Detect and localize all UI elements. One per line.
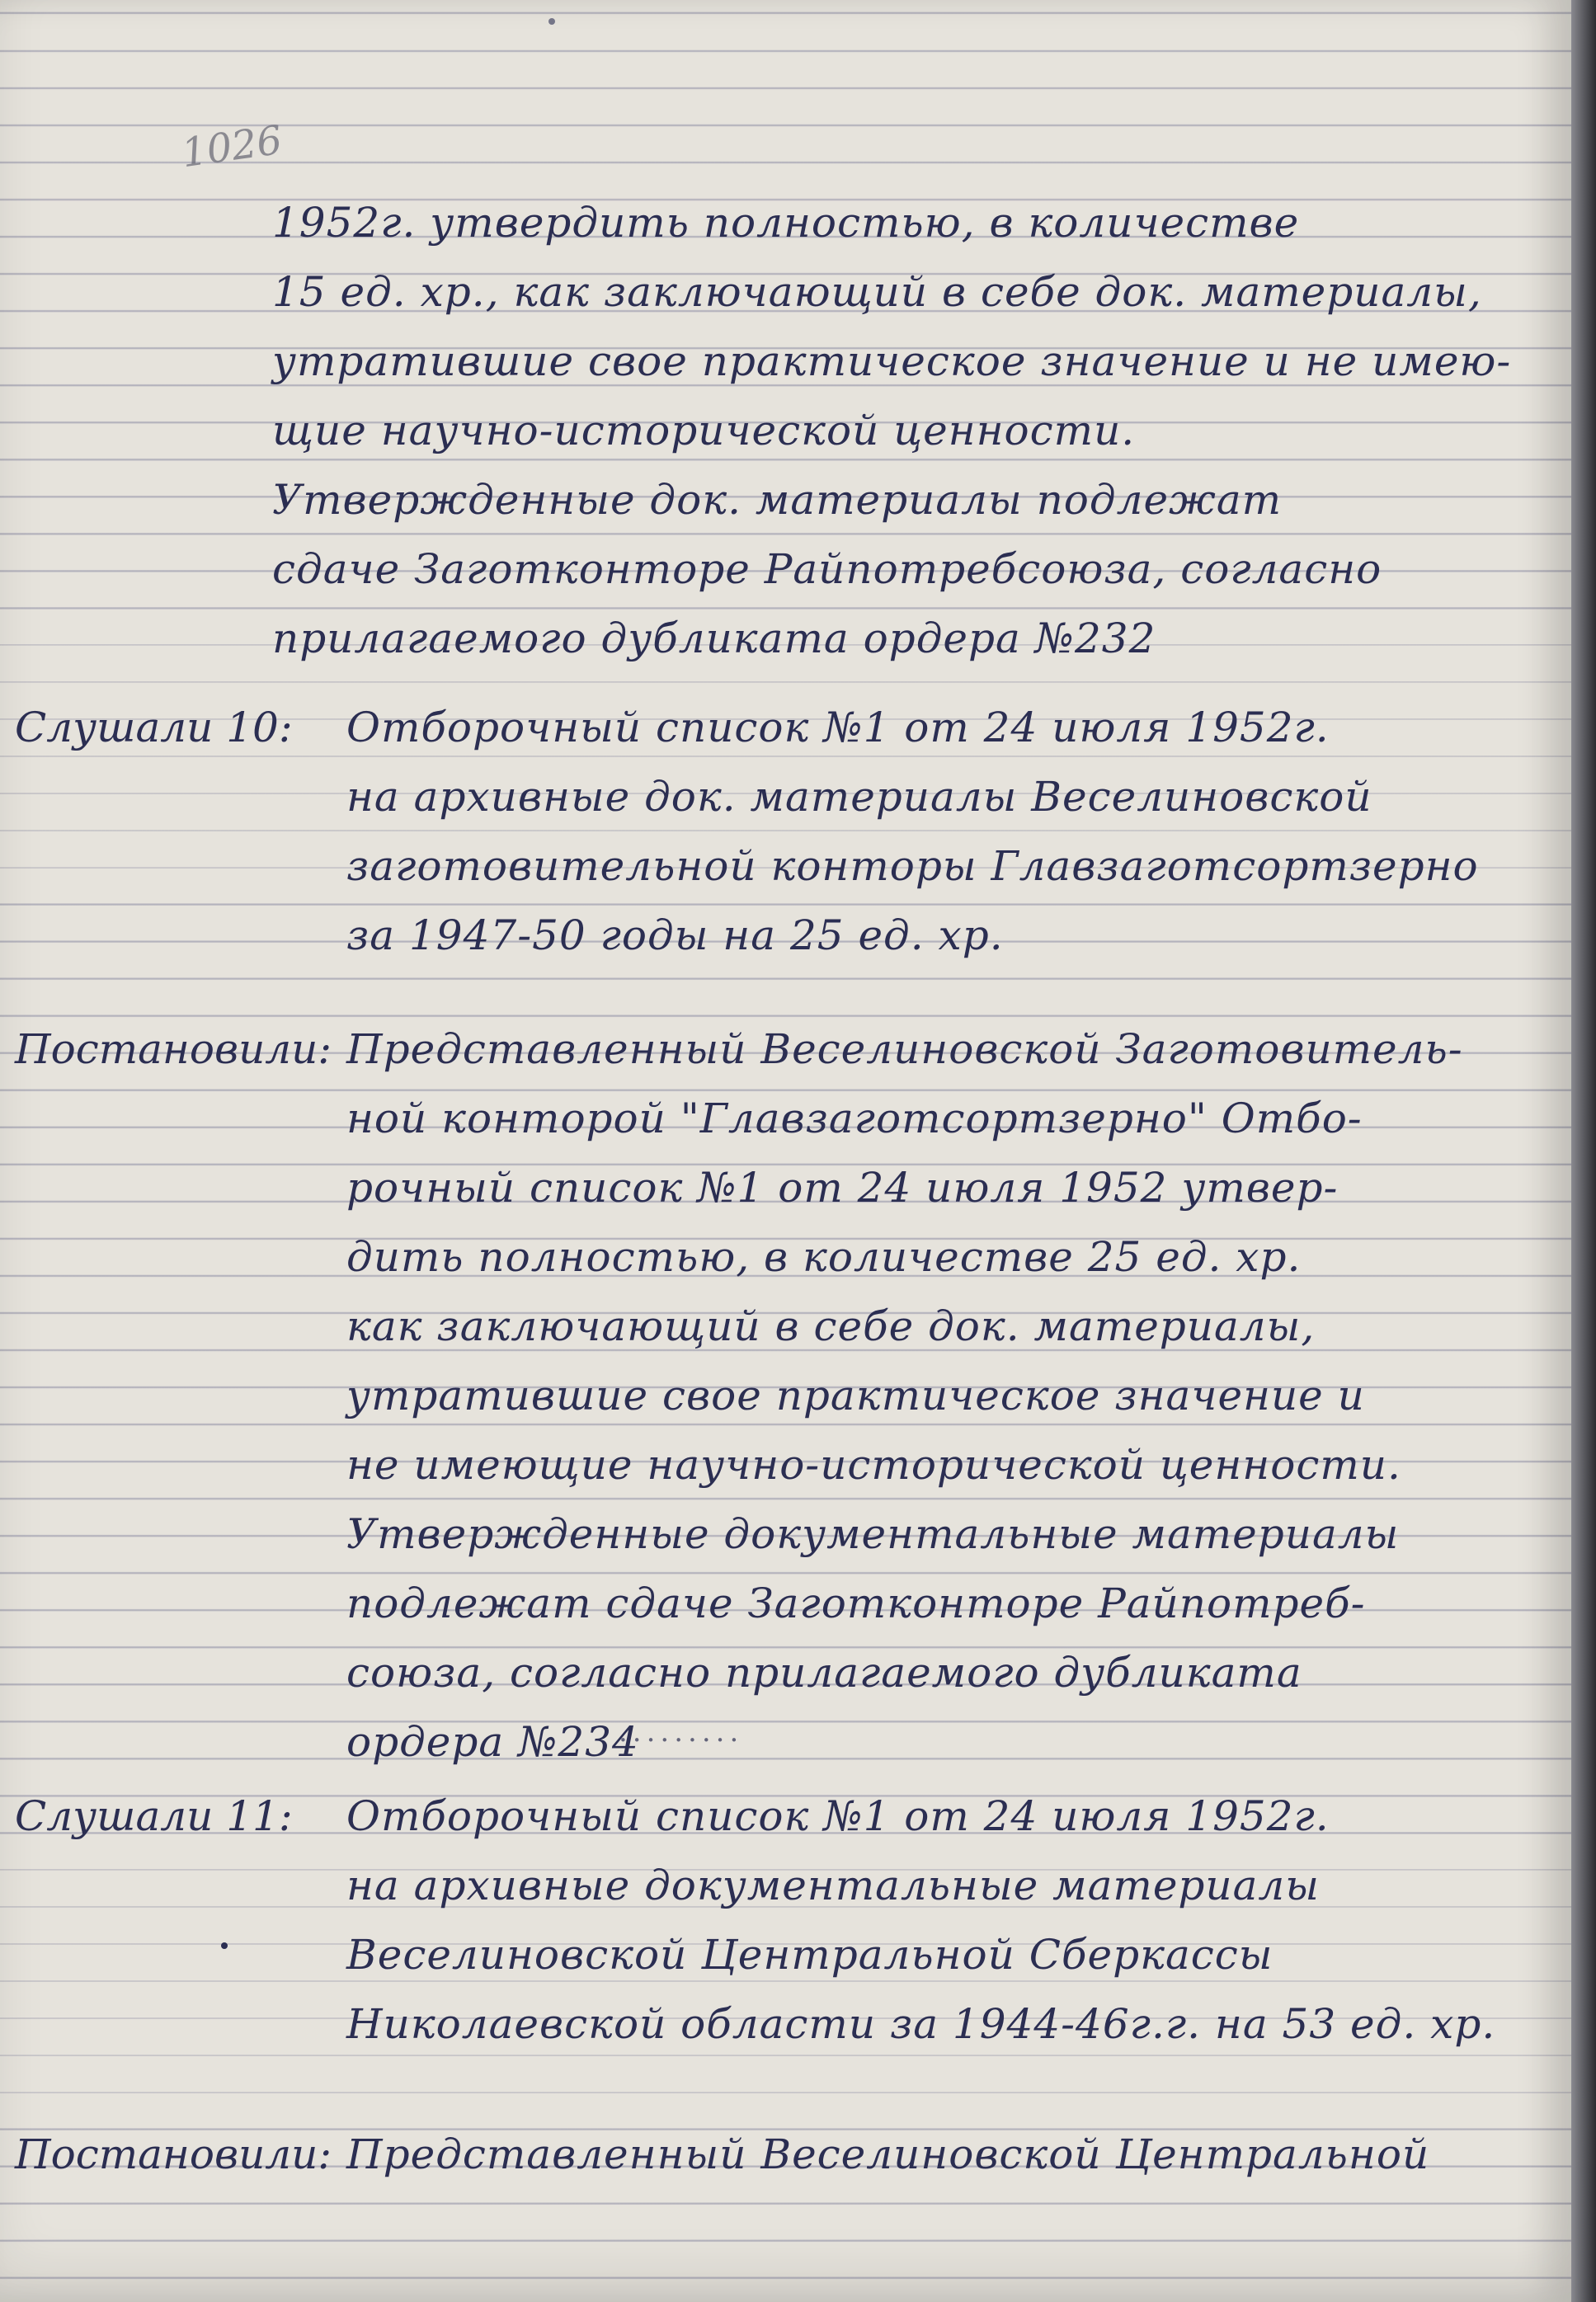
text-line: ной конторой "Главзаготсортзерно" Отбо- bbox=[346, 1095, 1363, 1142]
resolved-block-11 bbox=[346, 2120, 1429, 2189]
text-line: не имеющие научно-исторической ценности. bbox=[346, 1441, 1401, 1489]
heard-label-10: Слушали 10: bbox=[15, 704, 293, 751]
text-line: Представленный Веселиновской Заготовитель- bbox=[346, 1025, 1463, 1073]
text-line: 1952г. утвердить полностью, в количестве bbox=[272, 199, 1300, 247]
text-line: утратившие свое практическое значение и bbox=[346, 1372, 1365, 1419]
text-line: дить полностью, в количестве 25 ед. хр. bbox=[346, 1233, 1302, 1281]
ink-dot bbox=[221, 1942, 228, 1949]
text-line: щие научно-исторической ценности. bbox=[272, 407, 1136, 454]
text-line: Представленный Веселиновской Центральной bbox=[346, 2130, 1430, 2178]
heard-block-10 bbox=[346, 693, 1479, 970]
text-line: за 1947-50 годы на 25 ед. хр. bbox=[346, 911, 1004, 959]
text-line: Веселиновской Центральной Сберкассы bbox=[346, 1931, 1274, 1979]
text-line: на архивные док. материалы Веселиновской bbox=[346, 773, 1372, 821]
text-line: Николаевской области за 1944-46г.г. на 53 ед. хр. bbox=[346, 2000, 1496, 2048]
text-line: заготовительной конторы Главзаготсортзерно bbox=[346, 842, 1479, 890]
page-edge bbox=[1571, 0, 1596, 2302]
heard-block-11 bbox=[346, 1782, 1495, 2059]
heard-label-11: Слушали 11: bbox=[15, 1792, 293, 1840]
text-line: Утвержденные док. материалы подлежат bbox=[272, 476, 1283, 524]
text-line: прилагаемого дубликата ордера №232 bbox=[272, 614, 1156, 662]
text-line: рочный список №1 от 24 июля 1952 утвер- bbox=[346, 1164, 1339, 1212]
text-line: как заключающий в себе док. материалы, bbox=[346, 1302, 1316, 1350]
text-line: на архивные документальные материалы bbox=[346, 1862, 1320, 1909]
text-line: сдаче Заготконторе Райпотребсоюза, согласно bbox=[272, 545, 1382, 593]
archive-page-number: 1026 bbox=[178, 116, 285, 177]
resolved-label-10: Постановили: bbox=[15, 1025, 332, 1073]
text-line: Отборочный список №1 от 24 июля 1952г. bbox=[346, 704, 1330, 751]
continuation-block bbox=[272, 188, 1511, 673]
text-line: 15 ед. хр., как заключающий в себе док. материалы, bbox=[272, 268, 1482, 316]
text-line: ордера №234 bbox=[346, 1718, 639, 1766]
resolved-block-10 bbox=[346, 1014, 1463, 1777]
text-line: подлежат сдаче Заготконторе Райпотреб- bbox=[346, 1579, 1366, 1627]
text-line: Утвержденные документальные материалы bbox=[346, 1510, 1400, 1558]
text-line: Отборочный список №1 от 24 июля 1952г. bbox=[346, 1792, 1330, 1840]
resolved-label-11: Постановили: bbox=[15, 2130, 332, 2178]
text-line: утратившие свое практическое значение и не имею- bbox=[272, 337, 1512, 385]
text-line: союза, согласно прилагаемого дубликата bbox=[346, 1649, 1302, 1697]
end-dots: ......... bbox=[619, 1716, 744, 1749]
ink-spot bbox=[548, 18, 555, 25]
